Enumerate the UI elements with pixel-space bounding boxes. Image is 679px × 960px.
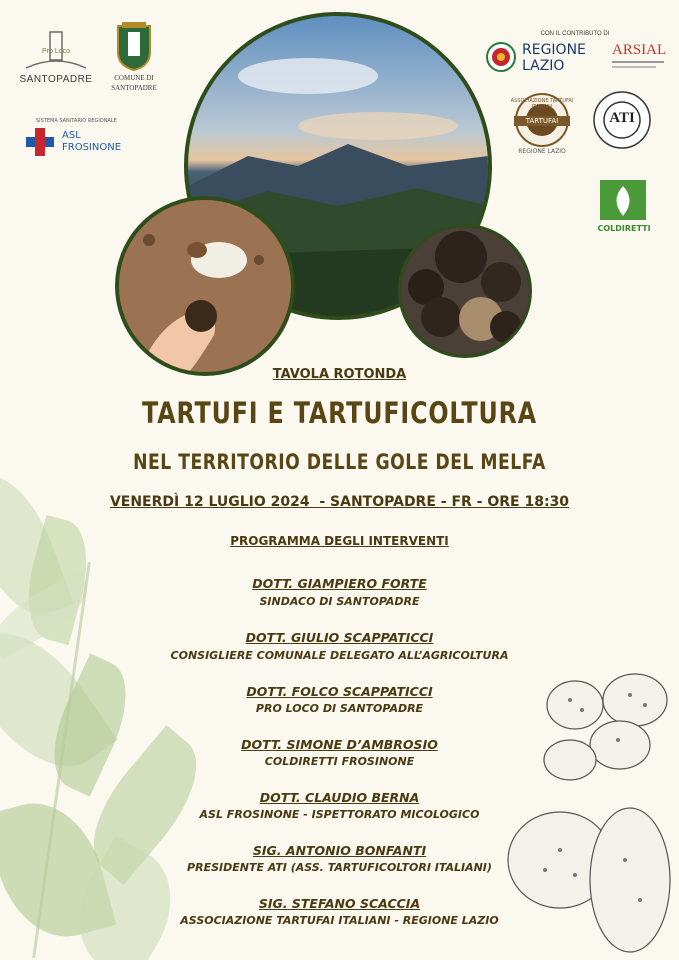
- coldiretti-logo: [598, 178, 650, 234]
- speaker-3-role: PRO LOCO DI SANTOPADRE: [255, 702, 424, 715]
- dog-truffle-photo: [115, 196, 295, 376]
- event-title-line1: TARTUFI E TARTUFICOLTURA: [142, 396, 537, 430]
- asl-line2: FROSINONE: [62, 142, 122, 153]
- speaker-7-role: ASSOCIAZIONE TARTUFAI ITALIANI - REGIONE LAZIO: [180, 914, 499, 927]
- tartufai-banner: TARTUFAI: [514, 116, 570, 126]
- asl-cross-icon: [26, 128, 54, 156]
- arsial-label: ARSIAL: [612, 42, 667, 58]
- asl-small-label: SISTEMA SANITARIO REGIONALE: [36, 118, 117, 124]
- event-title-line2: NEL TERRITORIO DELLE GOLE DEL MELFA: [133, 450, 546, 474]
- ati-label: ATI: [609, 110, 635, 126]
- speaker-6-name: SIG. ANTONIO BONFANTI: [252, 843, 427, 858]
- asl-logo: [26, 118, 156, 158]
- speaker-4-name: DOTT. SIMONE D’AMBROSIO: [241, 737, 438, 752]
- regione-line2: LAZIO: [522, 58, 565, 74]
- asl-line1: ASL: [62, 130, 81, 141]
- speaker-6-role: PRESIDENTE ATI (ASS. TARTUFICOLTORI ITALIANI): [187, 861, 492, 874]
- regione-lazio-logo: [486, 40, 602, 76]
- tartufai-ring-label: ASSOCIAZIONE TARTUFAI ITALIANI: [510, 98, 574, 110]
- tartufai-logo: [508, 92, 576, 158]
- speaker-4-role: COLDIRETTI FROSINONE: [264, 755, 415, 768]
- coldiretti-label: COLDIRETTI: [597, 224, 651, 233]
- proloco-logo: [20, 28, 92, 93]
- speaker-3-name: DOTT. FOLCO SCAPPATICCI: [246, 684, 433, 699]
- event-type: TAVOLA ROTONDA: [272, 367, 407, 382]
- speaker-2-role: CONSIGLIERE COMUNALE DELEGATO ALL’AGRICOLTURA: [170, 649, 509, 662]
- programma-heading: PROGRAMMA DEGLI INTERVENTI: [230, 534, 449, 548]
- comune-logo: [104, 20, 164, 102]
- truffles-photo: [398, 224, 532, 358]
- proloco-name: SANTOPADRE: [19, 74, 93, 85]
- speaker-1-role: SINDACO DI SANTOPADRE: [259, 595, 420, 608]
- speaker-5-role: ASL FROSINONE - ISPETTORATO MICOLOGICO: [199, 808, 480, 821]
- contributo-label: CON IL CONTRIBUTO DI: [540, 31, 610, 37]
- arsial-logo: [612, 42, 672, 74]
- tartufai-caption: REGIONE LAZIO: [518, 148, 566, 155]
- regione-line1: REGIONE: [522, 42, 586, 58]
- speaker-5-name: DOTT. CLAUDIO BERNA: [259, 790, 420, 805]
- comune-line1: COMUNE DI: [114, 74, 154, 82]
- regione-emblem-icon: [486, 42, 516, 72]
- speaker-2-name: DOTT. GIULIO SCAPPATICCI: [245, 630, 434, 645]
- proloco-small-label: Pro Loco: [41, 48, 71, 55]
- event-datetime: VENERDÌ 12 LUGLIO 2024 - SANTOPADRE - FR - ORE 18:30: [109, 494, 570, 510]
- speaker-7-name: SIG. STEFANO SCACCIA: [258, 896, 421, 911]
- comune-line2: SANTOPADRE: [111, 84, 157, 92]
- ati-logo: [592, 90, 652, 150]
- speaker-1-name: DOTT. GIAMPIERO FORTE: [252, 576, 427, 591]
